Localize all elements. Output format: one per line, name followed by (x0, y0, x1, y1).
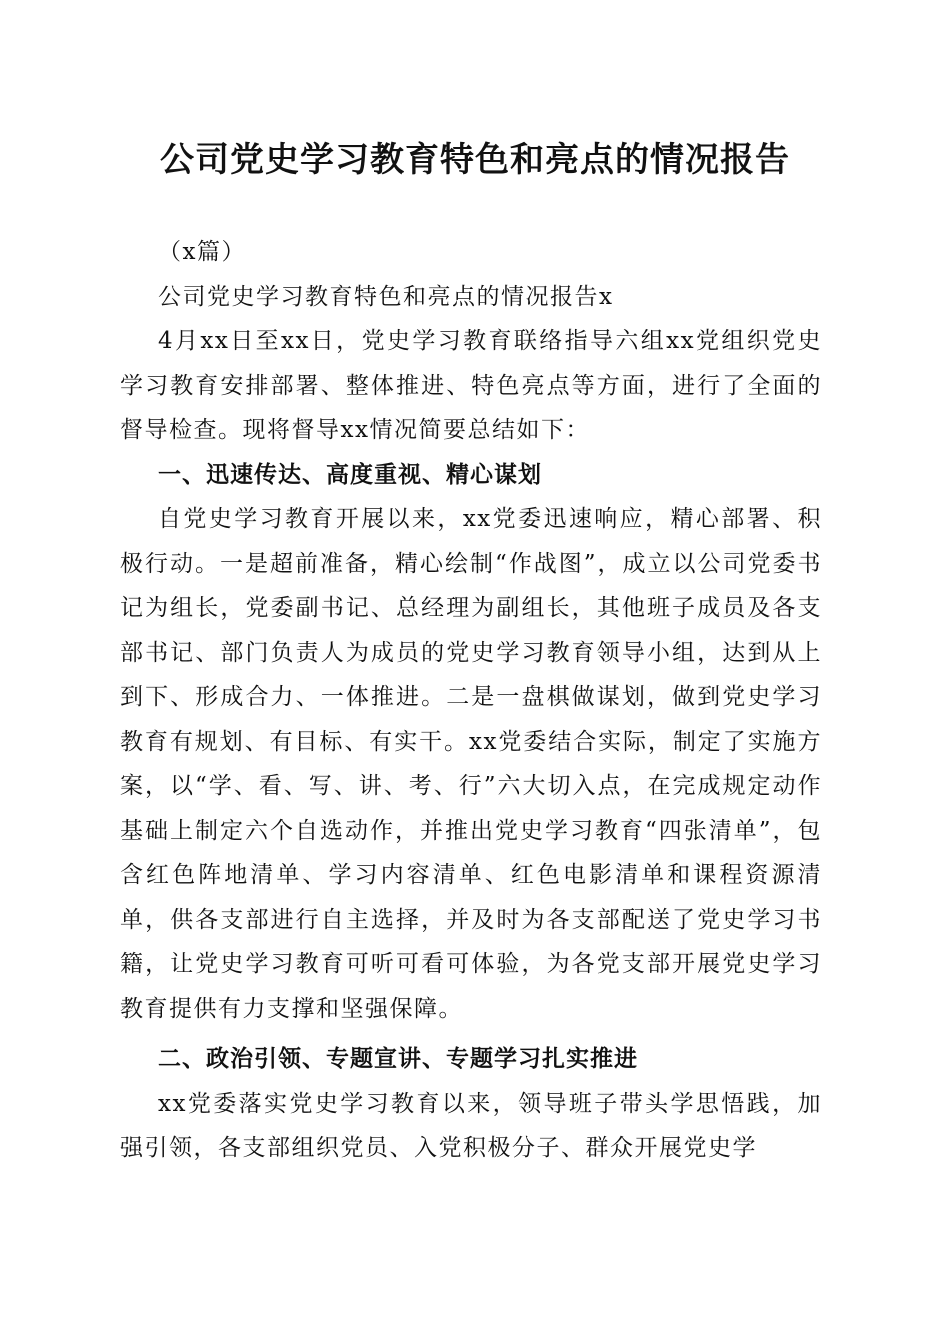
document-subtitle: 公司党史学习教育特色和亮点的情况报告x (158, 283, 614, 310)
section-1-heading: 一、迅速传达、高度重视、精心谋划 (158, 461, 542, 488)
intro-paragraph: 4月xx日至xx日，党史学习教育联络指导六组xx党组织党史学习教育安排部署、整体推进、特色亮点等方面，进行了全面的督导检查。现将督导xx情况简要总结如下： (120, 328, 822, 443)
section-2-heading: 二、政治引领、专题宣讲、专题学习扎实推进 (158, 1046, 638, 1072)
document-body (120, 230, 822, 1171)
series-note: （x篇） (158, 239, 246, 265)
section-1-paragraph: 自党史学习教育开展以来，xx党委迅速响应，精心部署、积极行动。一是超前准备，精心绘制“作战图”，成立以公司党委书记为组长，党委副书记、总经理为副组长，其他班子成员及各支部书记、部门负责人为成员的党史学习教育领导小组，达到从上到下、形成合力、一体推进。二是一盘棋做谋划，做到党史学习教育有规划、有目标、有实干。xx党委结合实际，制定了实施方案，以“学、看、写、讲、考、行”六大切入点，在完成规定动作基础上制定六个自选动作，并推出党史学习教育“四张清单”，包含红色阵地清单、学习内容清单、红色电影清单和课程资源清单，供各支部进行自主选择，并及时为各支部配送了党史学习书籍，让党史学习教育可听可看可体验，为各党支部开展党史学习教育提供有力支撑和坚强保障。 (120, 506, 822, 1022)
section-2-paragraph: xx党委落实党史学习教育以来，领导班子带头学思悟践，加强引领，各支部组织党员、入党积极分子、群众开展党史学 (120, 1090, 822, 1161)
document-title: 公司党史学习教育特色和亮点的情况报告 (160, 140, 790, 180)
